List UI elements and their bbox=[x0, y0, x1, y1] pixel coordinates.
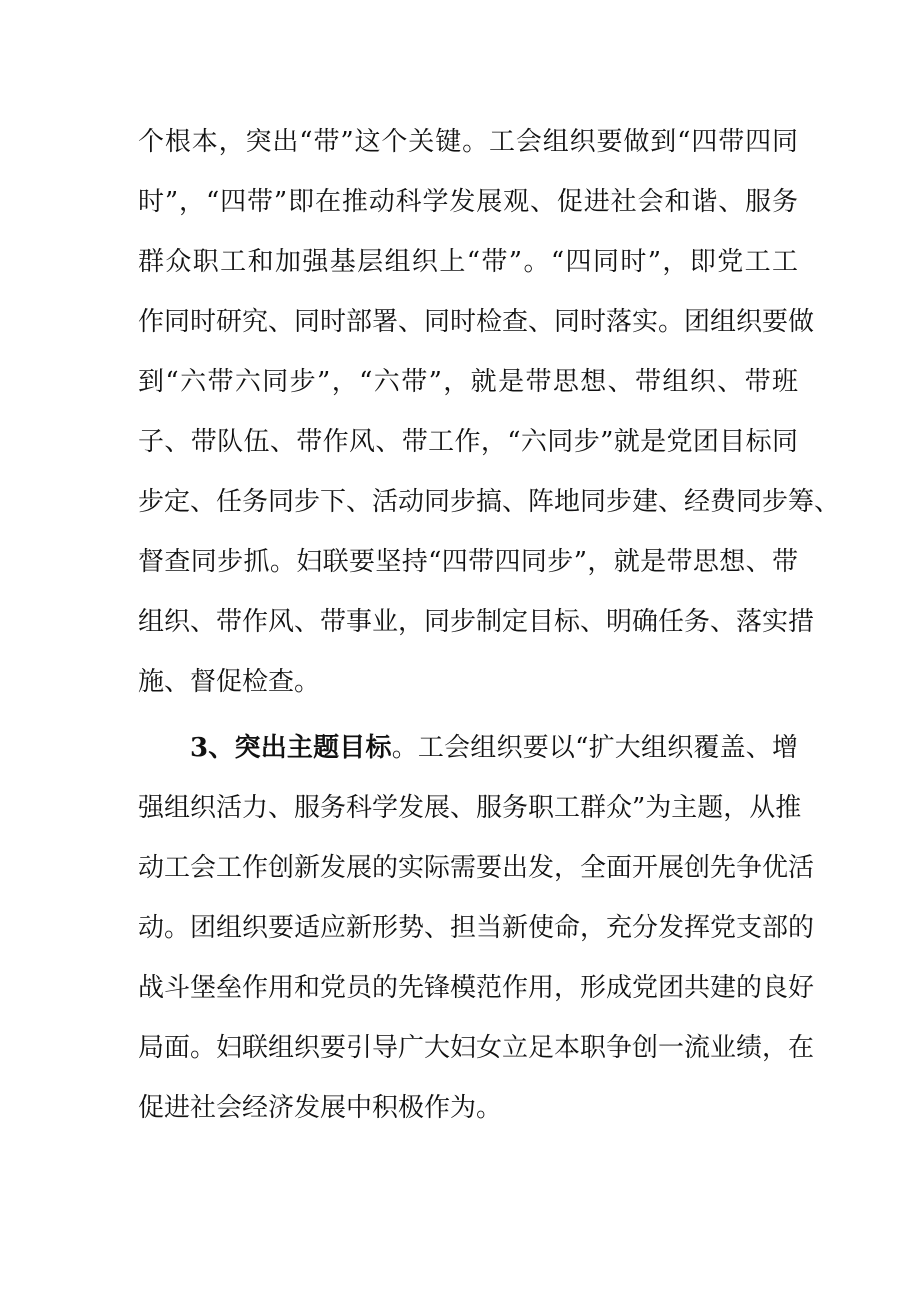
section-first-line-text: 。工会组织要以“扩大组织覆盖、增 bbox=[391, 733, 799, 763]
text-line: 步定、任务同步下、活动同步搞、阵地同步建、经费同步筹、 bbox=[138, 487, 841, 517]
text-line: 促进社会经济发展中积极作为。 bbox=[138, 1093, 503, 1123]
text-line: 局面。妇联组织要引导广大妇女立足本职争创一流业绩，在 bbox=[138, 1033, 815, 1063]
text-line: 强组织活力、服务科学发展、服务职工群众”为主题，从推 bbox=[138, 793, 802, 823]
text-line: 施、督促检查。 bbox=[138, 667, 321, 697]
text-line: 动工会工作创新发展的实际需要出发，全面开展创先争优活 bbox=[138, 853, 815, 883]
text-line: 组织、带作风、带事业，同步制定目标、明确任务、落实措 bbox=[138, 607, 815, 637]
text-line: 到“六带六同步”，“六带”，就是带思想、带组织、带班 bbox=[138, 367, 798, 397]
text-line: 战斗堡垒作用和党员的先锋模范作用，形成党团共建的良好 bbox=[138, 973, 815, 1003]
section-heading: 3、突出主题目标 bbox=[190, 733, 392, 763]
section-first-line bbox=[190, 728, 798, 768]
text-line: 督查同步抓。妇联要坚持“四带四同步”，就是带思想、带 bbox=[138, 547, 798, 577]
text-line: 子、带队伍、带作风、带工作，“六同步”就是党团目标同 bbox=[138, 427, 798, 457]
text-line: 动。团组织要适应新形势、担当新使命，充分发挥党支部的 bbox=[138, 913, 815, 943]
text-line: 群众职工和加强基层组织上“带”。“四同时”，即党工工 bbox=[138, 247, 798, 277]
text-line: 个根本，突出“带”这个关键。工会组织要做到“四带四同 bbox=[138, 127, 798, 157]
text-line: 作同时研究、同时部署、同时检查、同时落实。团组织要做 bbox=[138, 307, 815, 337]
text-line: 时”，“四带”即在推动科学发展观、促进社会和谐、服务 bbox=[138, 187, 798, 217]
